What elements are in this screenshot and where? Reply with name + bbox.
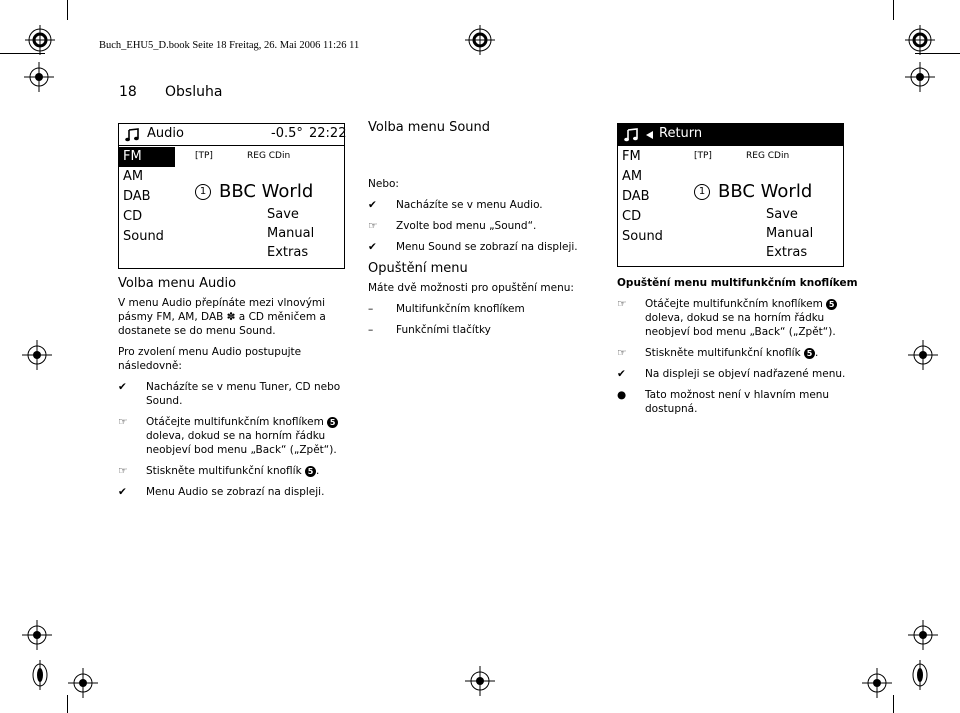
list-item: ✔ Nacházíte se v menu Audio. (368, 199, 543, 211)
option-manual: Manual (267, 226, 315, 241)
preset-number: 1 (195, 184, 211, 200)
middle-column (368, 120, 604, 337)
crop-mark (893, 695, 894, 713)
band-item-sound: Sound (622, 229, 663, 244)
crop-mark (893, 0, 894, 20)
list-item: ☞ Stiskněte multifunkční knoflík 5 . (118, 465, 320, 477)
reg-cdin-indicator: REG CDin (247, 151, 291, 161)
crop-mark (915, 53, 960, 54)
registration-mark-left-lower (22, 620, 52, 650)
list-item: – Funkčními tlačítky (368, 324, 491, 336)
display-sound-screen (617, 123, 844, 267)
registration-mark-right-middle (908, 340, 938, 370)
checkmark-icon: ✔ (118, 381, 127, 393)
list-item: – Multifunkčním knoflíkem (368, 303, 525, 315)
checkmark-icon: ✔ (617, 368, 626, 380)
display-header (618, 124, 843, 146)
display-header-label: Return (659, 126, 703, 141)
list-item: ✔ Na displeji se objeví nadřazené menu. (617, 368, 846, 380)
back-arrow-icon (646, 131, 653, 139)
registration-mark-left-middle (22, 340, 52, 370)
bullet-icon: ● (617, 389, 627, 401)
section-heading-exit: Opuštění menu (368, 261, 468, 276)
right-column (617, 276, 858, 416)
registration-mark-bottom-left (25, 660, 55, 690)
display-temperature: -0.5° (271, 126, 303, 141)
band-item-am: AM (123, 169, 144, 184)
pointing-hand-icon: ☞ (617, 347, 627, 359)
registration-mark-top-left (25, 25, 55, 55)
dash-bullet: – (368, 324, 374, 336)
crop-mark (67, 695, 68, 713)
crop-mark (67, 0, 68, 20)
pointing-hand-icon: ☞ (118, 416, 128, 428)
registration-mark-top-right (905, 25, 935, 55)
band-item-am: AM (622, 169, 643, 184)
checkmark-icon: ✔ (368, 241, 377, 253)
option-extras: Extras (267, 245, 309, 260)
crop-mark (0, 53, 45, 54)
tp-indicator: [TP] (195, 151, 213, 161)
knob-number-icon: 5 (305, 466, 316, 477)
knob-number-icon: 5 (826, 299, 837, 310)
knob-number-icon: 5 (804, 348, 815, 359)
display-time: 22:22 (309, 126, 347, 141)
preset-number: 1 (694, 184, 710, 200)
option-save: Save (766, 207, 798, 222)
registration-mark-left-upper (24, 62, 54, 92)
option-save: Save (267, 207, 299, 222)
band-item-dab: DAB (123, 189, 151, 204)
list-item: ☞ Zvolte bod menu „Sound“. (368, 220, 537, 232)
band-item-fm: FM (119, 147, 175, 167)
knob-number-icon: 5 (327, 417, 338, 428)
checkmark-icon: ✔ (368, 199, 377, 211)
section-heading-sound: Volba menu Sound (368, 120, 491, 135)
checkmark-icon: ✔ (118, 486, 127, 498)
list-item: ☞ Otáčejte multifunkčním knoflíkem 5 doleva, dokud se na horním řádku neobjeví bod menu „Back“ („Zpět“). (617, 298, 836, 338)
band-item-dab: DAB (622, 189, 650, 204)
band-item-cd: CD (123, 209, 143, 224)
paragraph-exit-options: Máte dvě možnosti pro opuštění menu: (368, 282, 574, 294)
display-header-label: Audio (147, 126, 184, 141)
band-item-cd: CD (622, 209, 642, 224)
music-note-icon (125, 128, 139, 142)
print-slug: Buch_EHU5_D.book Seite 18 Freitag, 26. Mai 2006 11:26 11 (99, 40, 360, 51)
reg-cdin-indicator: REG CDin (746, 151, 790, 161)
tp-indicator: [TP] (694, 151, 712, 161)
option-extras: Extras (766, 245, 808, 260)
display-header (119, 124, 347, 146)
pointing-hand-icon: ☞ (118, 465, 128, 477)
registration-mark-right-upper (905, 62, 935, 92)
page-title: Obsluha (165, 84, 223, 100)
section-heading-exit-knob: Opuštění menu multifunkčním knoflíkem (617, 277, 858, 289)
registration-mark-right-lower (908, 620, 938, 650)
station-label: BBC World (219, 181, 314, 202)
dash-bullet: – (368, 303, 374, 315)
registration-mark-bottom-center (465, 666, 495, 696)
list-item: ✔ Menu Audio se zobrazí na displeji. (118, 486, 325, 498)
band-item-sound: Sound (123, 229, 164, 244)
registration-mark-top-center (465, 25, 495, 55)
paragraph-intro: V menu Audio přepínáte mezi vlnovými pásmy FM, AM, DAB ✽ a CD měničem a dostanete se do menu Sound. (118, 297, 326, 337)
list-item: ✔ Menu Sound se zobrazí na displeji. (368, 241, 578, 253)
page-header (119, 84, 222, 100)
paragraph-or: Nebo: (368, 178, 399, 190)
station-label: BBC World (718, 181, 813, 202)
station-name (694, 181, 812, 202)
list-item: ● Tato možnost není v hlavním menu dostupná. (617, 389, 830, 415)
page-number: 18 (119, 84, 137, 100)
band-item-fm: FM (622, 149, 641, 164)
pointing-hand-icon: ☞ (368, 220, 378, 232)
list-item: ☞ Stiskněte multifunkční knoflík 5 . (617, 347, 819, 359)
registration-mark-bottom-right (905, 660, 935, 690)
music-note-icon (624, 128, 638, 142)
section-heading-audio: Volba menu Audio (118, 276, 237, 291)
station-name (195, 181, 313, 202)
registration-mark-bottom-left2 (68, 668, 98, 698)
list-item: ✔ Nacházíte se v menu Tuner, CD nebo Sound. (118, 381, 341, 407)
list-item: ☞ Otáčejte multifunkčním knoflíkem 5 doleva, dokud se na horním řádku neobjeví bod menu „Back“ („Zpět“). (118, 416, 337, 456)
pointing-hand-icon: ☞ (617, 298, 627, 310)
paragraph-instructions: Pro zvolení menu Audio postupujte následovně: (118, 346, 302, 372)
registration-mark-bottom-right2 (862, 668, 892, 698)
left-column (118, 276, 346, 499)
display-audio-screen (118, 123, 345, 269)
hidden-steps-spacer (368, 136, 604, 177)
option-manual: Manual (766, 226, 814, 241)
